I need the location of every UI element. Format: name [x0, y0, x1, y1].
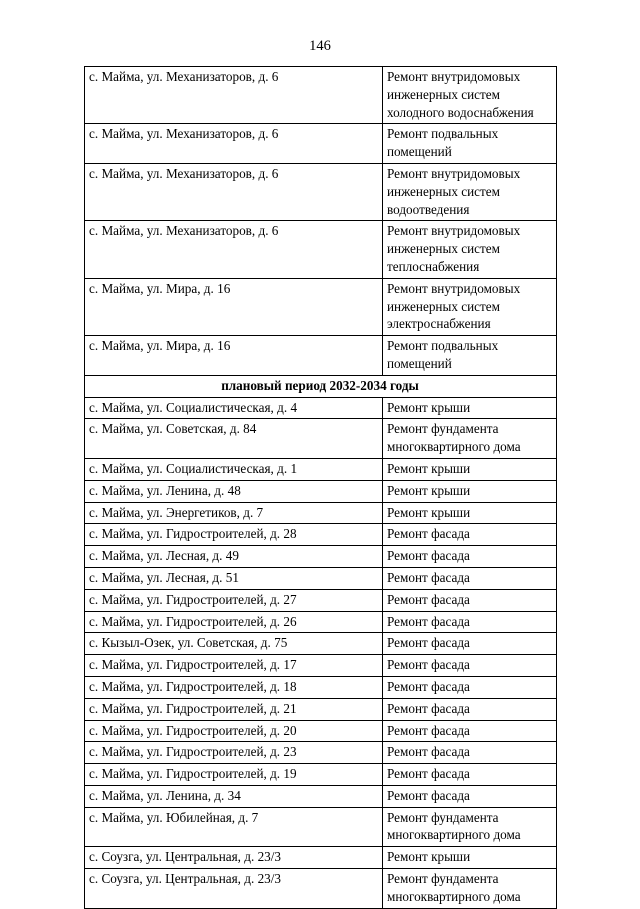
table-row — [85, 655, 557, 677]
table-row — [85, 67, 557, 124]
table-row — [85, 676, 557, 698]
work-type-cell: Ремонт фасада — [383, 655, 557, 677]
address-cell: с. Майма, ул. Гидростроителей, д. 17 — [85, 655, 383, 677]
address-cell: с. Соузга, ул. Центральная, д. 23/3 — [85, 869, 383, 909]
address-cell: с. Майма, ул. Энергетиков, д. 7 — [85, 502, 383, 524]
address-cell: с. Соузга, ул. Центральная, д. 23/3 — [85, 847, 383, 869]
work-type-cell: Ремонт фасада — [383, 720, 557, 742]
table-row — [85, 278, 557, 335]
table-row — [85, 124, 557, 164]
table-row — [85, 764, 557, 786]
work-type-cell: Ремонт крыши — [383, 847, 557, 869]
work-type-cell: Ремонт внутридомовых инженерных систем водоотведения — [383, 163, 557, 220]
table-row — [85, 336, 557, 376]
address-cell: с. Майма, ул. Социалистическая, д. 4 — [85, 397, 383, 419]
work-type-cell: Ремонт фасада — [383, 676, 557, 698]
address-cell: с. Майма, ул. Лесная, д. 51 — [85, 567, 383, 589]
work-type-cell: Ремонт внутридомовых инженерных систем теплоснабжения — [383, 221, 557, 278]
works-table-body — [85, 67, 557, 909]
work-type-cell: Ремонт фасада — [383, 698, 557, 720]
address-cell: с. Майма, ул. Ленина, д. 48 — [85, 480, 383, 502]
work-type-cell: Ремонт фасада — [383, 764, 557, 786]
table-row — [85, 785, 557, 807]
address-cell: с. Майма, ул. Гидростроителей, д. 21 — [85, 698, 383, 720]
work-type-cell: Ремонт фасада — [383, 611, 557, 633]
table-row — [85, 589, 557, 611]
address-cell: с. Майма, ул. Гидростроителей, д. 19 — [85, 764, 383, 786]
table-row — [85, 567, 557, 589]
address-cell: с. Майма, ул. Механизаторов, д. 6 — [85, 124, 383, 164]
table-row — [85, 221, 557, 278]
table-row — [85, 742, 557, 764]
address-cell: с. Майма, ул. Гидростроителей, д. 18 — [85, 676, 383, 698]
address-cell: с. Майма, ул. Лесная, д. 49 — [85, 546, 383, 568]
address-cell: с. Кызыл-Озек, ул. Советская, д. 75 — [85, 633, 383, 655]
table-row — [85, 720, 557, 742]
section-heading: плановый период 2032-2034 годы — [85, 375, 557, 397]
work-type-cell: Ремонт внутридомовых инженерных систем холодного водоснабжения — [383, 67, 557, 124]
address-cell: с. Майма, ул. Ленина, д. 34 — [85, 785, 383, 807]
address-cell: с. Майма, ул. Юбилейная, д. 7 — [85, 807, 383, 847]
work-type-cell: Ремонт крыши — [383, 397, 557, 419]
work-type-cell: Ремонт фасада — [383, 742, 557, 764]
table-row — [85, 611, 557, 633]
work-type-cell: Ремонт фасада — [383, 524, 557, 546]
address-cell: с. Майма, ул. Мира, д. 16 — [85, 336, 383, 376]
address-cell: с. Майма, ул. Механизаторов, д. 6 — [85, 163, 383, 220]
work-type-cell: Ремонт крыши — [383, 480, 557, 502]
address-cell: с. Майма, ул. Гидростроителей, д. 27 — [85, 589, 383, 611]
table-row — [85, 847, 557, 869]
address-cell: с. Майма, ул. Гидростроителей, д. 23 — [85, 742, 383, 764]
work-type-cell: Ремонт фасада — [383, 546, 557, 568]
page-number: 146 — [309, 38, 331, 54]
address-cell: с. Майма, ул. Гидростроителей, д. 26 — [85, 611, 383, 633]
work-type-cell: Ремонт фундамента многоквартирного дома — [383, 869, 557, 909]
work-type-cell: Ремонт крыши — [383, 502, 557, 524]
address-cell: с. Майма, ул. Гидростроителей, д. 20 — [85, 720, 383, 742]
table-row — [85, 807, 557, 847]
work-type-cell: Ремонт внутридомовых инженерных систем электроснабжения — [383, 278, 557, 335]
address-cell: с. Майма, ул. Мира, д. 16 — [85, 278, 383, 335]
work-type-cell: Ремонт фундамента многоквартирного дома — [383, 419, 557, 459]
section-row — [85, 375, 557, 397]
work-type-cell: Ремонт фундамента многоквартирного дома — [383, 807, 557, 847]
table-row — [85, 419, 557, 459]
table-row — [85, 480, 557, 502]
works-table — [84, 66, 557, 909]
work-type-cell: Ремонт подвальных помещений — [383, 336, 557, 376]
table-row — [85, 869, 557, 909]
address-cell: с. Майма, ул. Гидростроителей, д. 28 — [85, 524, 383, 546]
table-row — [85, 698, 557, 720]
address-cell: с. Майма, ул. Социалистическая, д. 1 — [85, 458, 383, 480]
table-row — [85, 546, 557, 568]
address-cell: с. Майма, ул. Механизаторов, д. 6 — [85, 221, 383, 278]
work-type-cell: Ремонт крыши — [383, 458, 557, 480]
table-row — [85, 502, 557, 524]
table-row — [85, 524, 557, 546]
table-row — [85, 163, 557, 220]
work-type-cell: Ремонт фасада — [383, 633, 557, 655]
table-row — [85, 458, 557, 480]
work-type-cell: Ремонт подвальных помещений — [383, 124, 557, 164]
table-row — [85, 397, 557, 419]
work-type-cell: Ремонт фасада — [383, 785, 557, 807]
address-cell: с. Майма, ул. Механизаторов, д. 6 — [85, 67, 383, 124]
table-row — [85, 633, 557, 655]
work-type-cell: Ремонт фасада — [383, 567, 557, 589]
work-type-cell: Ремонт фасада — [383, 589, 557, 611]
address-cell: с. Майма, ул. Советская, д. 84 — [85, 419, 383, 459]
